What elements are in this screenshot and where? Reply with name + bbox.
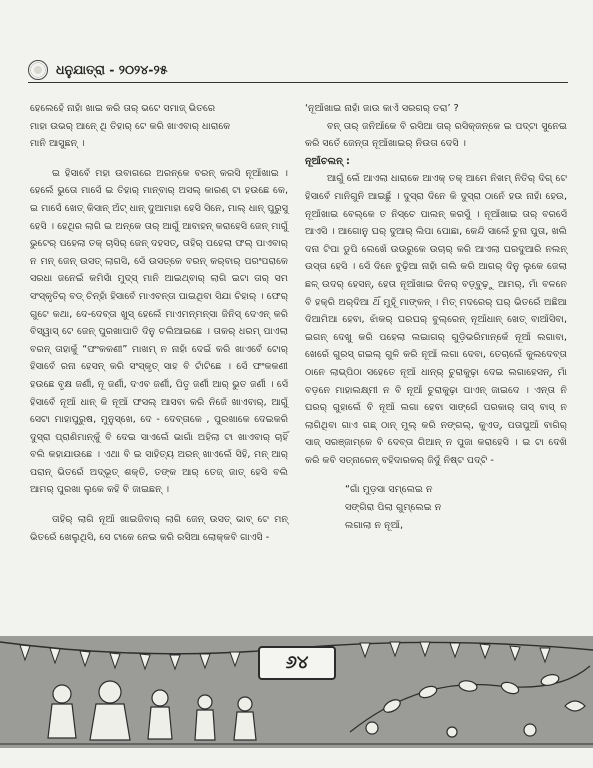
left-paragraph-end: ତାହିର୍ ଲାଗି ନୂଆଁ ଖାଇଜିବାର୍ ଲାଗି ଜେନ୍ ଉସତ୍ ଭାବ୍ ଟେ ମନ୍ ଭିତରେଁ ଖେଲୁଥିସି, ସେ ଟାକେ ନେଇ କରି ରସିଆ ଲୋକ୍‌କବି ଗାଏସି -: [30, 514, 288, 543]
paragraph-gap: [30, 499, 288, 511]
page-header: [28, 58, 568, 84]
left-column: [30, 100, 288, 546]
left-line-3: ମାନି ଆସୁଛନ୍ ।: [30, 138, 85, 150]
quote-line: ‘ନୂଆଁଖାଇ ନାହାଁ ଜାଉ କାଏଁ ସରଗର୍ ତରା’ ?: [305, 103, 459, 114]
header-title: ଧନୁଯାତ୍ରା - ୨୦୨୪-୨୫: [56, 62, 168, 77]
right-paragraph-intro: ବନ୍ ତାର୍ ଜନିଆଁକେ ବି ରସିଆ ତାର୍ ରସିକ୍‌ଜନ୍‌କେ ଇ ପଦ୍‌ଟା ସୁନେଇ କରି ସତେଁ ଜେନ୍‌ତା ନୂଆଁଖାଇର୍ ନିଉତା ଦେସି ।: [305, 120, 567, 150]
poem-line-2: ସଙ୍ଗିରା ପିଲା ଗୁମ୍‌ଲେଇ ନ: [345, 502, 442, 514]
poem-block: [345, 481, 567, 534]
page-number: ୬୪: [258, 646, 336, 680]
right-paragraph-body: ଆଗୁଁ ଲେଁ ଆଏଲା ଧାରାକେ ଆଏକ୍ ତକ୍ ଆମେ ନିଖମ୍ ନିତିର୍ ଦିଗ୍ ଟେ ହିସାବେଁ ମାନିଗୁନି ଆଇଛୁଁ । ଦୁସ୍‌ରା ଦିନେ କି ଦୁସ୍‌ରା ଠାନେଁ ହଉ ନାହାଁ ହେଉ, ନୂଆଁଖାଇ ବେଲ୍‌କେ ତ ନିସ୍ଚେ ପାଲନ୍ କରସୁଁ । ନୂଆଁଖାଇ ତାର୍ ବରସେଁ ଆଏସି । ଆଗୋନୁ ଘର୍ ଦୁଆର୍ ଲିପା ପୋଛା, କେନ୍ଦି ସାଲେଁ ଚୁନା ପୁତା, ଖଲି ଦନା ଟିପା ଡୁପି ଲେଖେଁ ଉଉରୁକେ ଉଚାର୍ କରି ଆଏଲା ଘରଦୁଆରି ନଲନ୍ ଉସ୍‌ତା ହେସି । ସେଁ ଦିନେ ବୁଢ଼ିଆ ନାହାଁ ଗଲି କରି ଆଗର୍ ଦିନୁ ଲୁକେ ଜେଲା ଛଳ୍ ଉଦର୍ ହେସନ୍, ହେତା ନୂଆଁଖାଇ ଦିନର୍ ବଡ଼୍‌ବୁଢ଼ୁ ଆମର୍, ମାଁ ବଳନେ ବି ହକ୍ରି ଅର୍‌ଦିଆ ଥିଁ ମୁହୂଁ ମାଙ୍କନ୍ । ମିତ୍ ମଦରେର୍ ଘର୍ ଭିତରେଁ ଅଛିଆ ଦିଆମିଆ ହେବା, ଝାଁକର୍ ଘରଘର୍ ବୁଲ୍‌ରେନ୍ ନୂଆଁଧାନ୍ ଖେତ୍ ବାଆଁସିବା, ଇଗନ୍ ଦେଖୁ କରି ପହେଲା ଲଇାଗର୍ ଗୁଡ଼ିଭରିମାନ୍‌କେଁ ନୂଆଁ ଲଗାବା, ଖେରେଁ ଗୁରସ୍ ଗଇଲ୍ ଗୁଳି କରି ନୂଆଁ ଲଗା ଦେବା, ତେଚାଲେଁ କୁଲଦେବ୍‌ତା ଠାନେ ଲାଭ୍‌ପିଠା ସହେତେ ନୂଆଁ ଧାନ୍‌ର୍ ଚୁରାକୁଢ଼ା ଦେଇ ଲଗାହେସନ୍, ମାଁ ବଡ଼ନେ ମାହାଲକ୍ଷ୍ମୀ ନ ବି ନୂଆଁ ଚୁରାକୁଢ଼ା ପାଏନ୍ ଜାଇଦେ । ଏନ୍‌ତା ନି ଘରର୍ ଗୁହାଲେଁ ବି ନୂଆଁ ଲଗା ହେବା ସାଙ୍ଗେଁ ପରକାର୍ ତାସ୍ ବାସ୍ ନ ଲାଗିଥିବା ଗାଏ ଗଛ୍ ଠାନ୍ ମୁଲ୍ କରି ନଙ୍ଗଲ୍, କୁଏଡ୍, ପତାପୁଆଁ ବାଗିର୍ ସାଜ୍ ସରଞ୍ଜାମ୍‌କେ ବି ଦେବ୍‌ତା ଗିଆନ୍ ନ ପୁଜା କରାହେସି । ଇ ଟା ଦେଖି କରି କବି ସତ୍‌ନାରେନ୍ ବହିଦାରକର୍ ଜିଦୁଁ ନିଷ୍‌ଟ ପଦ୍‌ଟି -: [305, 173, 567, 466]
left-line-2: ମାହା ଉଭର୍ ଆନେ୍ ଥି ତିହାର୍ ଟେ କରି ଖାଏବାର୍ ଧାରାକେ: [30, 120, 231, 132]
right-column: [305, 100, 567, 534]
poem-line-3: ଲଗାଲା ନ ନୂଆଁ,: [345, 519, 404, 531]
header-divider: [28, 82, 568, 83]
poem-line-1: “ଗାଁ ମୁଡ଼ସା ସମ୍‌ଲେଇ ନ: [345, 484, 433, 496]
emblem-icon: [28, 60, 48, 80]
left-line-1: ହେଲେହେଁ ନାହାଁ ଖାଇ କରି ତାର୍ ଭଟେ ସମାଜ୍ ଭିତରେ: [30, 103, 216, 114]
paragraph-gap: [30, 153, 288, 165]
paragraph-gap: [305, 469, 567, 481]
section-heading: ନୂଆଁଚଲନ୍ :: [305, 155, 350, 167]
left-paragraph-main: ଇ ହିସାବେଁ ମହା ଉବାଗରେ ଅରନ୍‌କେ ବରନ୍ କରସି ନୂଆଁଖାଇ । ହେଲେଁ ଭୁତୋ ମାସେଁ ଇ ତିହାର୍ ମାନ୍‌ବାର୍ ଅସଲ୍ କାରଣ୍ ଟା ହଉଛେ କେ, ଇ ମାସେଁ ଖେତ୍ କିସାନ୍ ଅଁଟ୍ ଧାନ୍ ଦୁଆମାହା ହେସି ସିନେ, ମାଲ୍ ଧାନ୍ ପୁରୁସୁ ହେସି । ହେଥିର ଲାଗି ଇ ଅନ୍‌କେ ତାର୍ ଆଗୁଁ ଆବାହନ୍ କରାହେସି ଜେନ୍ ମାଗୁଁ ଭୁଟେର୍ ପହେଲା ତକ୍ ଚାସିର୍ ଜେନ୍ ଦହସତ୍, ତାହିର୍ ପହେଲା ଫଲ୍ ପାଏବାର୍ ନ ମନ୍ ଜେନ୍ ଉସତ୍ ଲାଗସି, ସେଁ ଉସତ୍‌କେ ବରନ୍ କର୍‌ବାର୍ ପରଂପରାକେ ସରଧା ଜନେଇଁ କମିସାଁ ମୁଦ୍‌ସ୍ ମାନି ଆଇଥ୍‌ବାର୍ ଲାଗି ଇଟା ତାର୍ ସମ ସଂସ୍କୃତିର୍ ବଡ୍ ଚିନ୍‌ହାଁ ହିସାବେଁ ମାଏବନ୍ତା ପାଇଥିବା ସିଯା ଚିହାର୍ । ଫେର୍ ଗୁଟେ କଥା, ଦେ-ଦେବ୍‌ତା ଖୁସ୍ ହେଲେଁ ମାଏମନ୍‌ମନ୍‌ସା ଜିନିସ୍ ଦେଏନ୍ କରି ବିସ୍ୱାସ୍ ଟେ ଜେନ୍ ପୁରଖାପାତି ଦିନୁ ଚଲିଆଇଛେ । ତାକର୍ ଧରମ୍ ପାଏଲା ବରନ୍ ତାହାକୁଁ “ଫଂକକଣୀ” ମାଖମ୍ ନ ନାହାଁ ଦେଇଁ କରି ଖାଏବେଁ ଟୋର୍ ହିସାବେଁ ରନା ହେସନ୍ କରି ସଂସ୍କୃତ୍ ସାହ ବି ଟାଁଟିଛେ । ସେଁ ଫଂକକଣୀ ହଉଛେ ବୃକ୍ଷ ଜର୍ଣୀ, ନୂ ଜର୍ଣୀ, ଦଏବ ଜର୍ଣୀ, ପିତୃ ଜର୍ଣୀ ଆର୍ ଭୁତ ଜର୍ଣୀ । ସେଁ ହିସାବେଁ ନୂଆଁ ଧାନ୍ କି ନୂଆଁ ଫସଲ୍ ଆସବା କରି ନିଜେଁ ଖାଏବାର୍, ଆଗୁଁ ସେଟା ମାହାପୁରୁଷ, ମୁନୁସ୍‌ଖେ, ଦେ - ଦେବ୍‌ତାକେ , ପୁରଖାକେ ଦେଇକରି ଦୁସ୍‌ରା ପ୍ରାଣିମାନ୍‌କୁଁ ବି ଦେଇ ସାଏଲେଁ ଭାଗାଁ ଅହିଲା ଟା ଖାଏବାର୍ ଚାହିଁ ବଲି କହାଯାଉଛେ । ଏଥା ବି ଇ ସାହିତ୍ୟ ଅରନ୍ ଖାଏଲେଁ ସିହି, ମନ୍ ଆର୍ ପରାନ୍ ଭିତରେଁ ଅଦ୍ଭୂତ୍ ଶକ୍ତି, ତଙ୍କ ଆର୍ ତେଜ୍ ଜାତ୍ ହେସି ବଲି ଆମର୍ ପୁରଖା ଲୁକେ କହି ବି ଜାଇଛନ୍ ।: [30, 167, 288, 496]
